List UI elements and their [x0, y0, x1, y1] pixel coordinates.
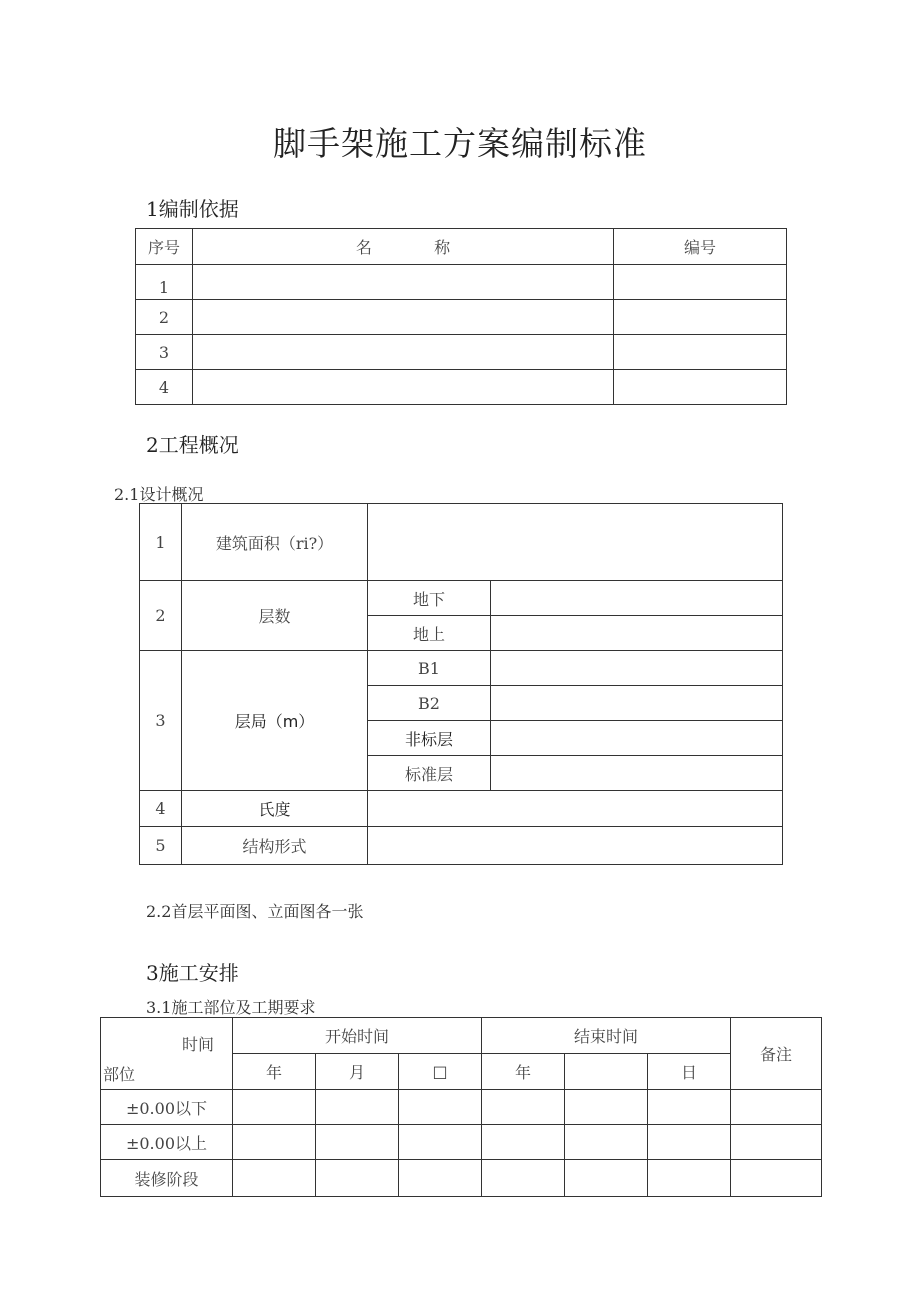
- sub-label: 地下: [368, 581, 491, 616]
- section-2-1-heading: 2.1设计概况: [114, 485, 204, 504]
- cell[interactable]: [482, 1160, 565, 1197]
- cell[interactable]: [565, 1125, 648, 1160]
- table-row: [136, 335, 787, 370]
- cell[interactable]: [648, 1090, 731, 1125]
- basis-table: [135, 228, 787, 405]
- section-1-heading: 1编制依据: [146, 197, 239, 221]
- cell[interactable]: [482, 1090, 565, 1125]
- remark-header: 备注: [731, 1018, 822, 1090]
- end-day-label: 日: [648, 1054, 731, 1090]
- row-code-cell[interactable]: [614, 335, 787, 370]
- row-value[interactable]: [368, 827, 783, 865]
- row-no: 2: [140, 581, 182, 651]
- table-row: [136, 300, 787, 335]
- cell[interactable]: [233, 1090, 316, 1125]
- table-row: [101, 1090, 822, 1125]
- section-3-heading: 3施工安排: [146, 961, 239, 985]
- schedule-table: [100, 1017, 822, 1197]
- header-name: [193, 229, 614, 265]
- row-name-cell[interactable]: [193, 265, 614, 300]
- row-name-cell[interactable]: [193, 300, 614, 335]
- corner-top-label: 时间: [181, 1035, 214, 1054]
- end-time-header: 结束时间: [482, 1018, 731, 1054]
- row-label: 层数: [182, 581, 368, 651]
- row-no: 1: [140, 504, 182, 581]
- corner-header: [101, 1018, 233, 1090]
- cell[interactable]: [565, 1160, 648, 1197]
- row-value[interactable]: [491, 756, 783, 791]
- row-value[interactable]: [368, 791, 783, 827]
- cell[interactable]: [316, 1160, 399, 1197]
- header-name-b: 称: [434, 238, 451, 257]
- end-month-label: [565, 1054, 648, 1090]
- phase-label: ±0.00以下: [101, 1090, 233, 1125]
- page-title: 脚手架施工方案编制标准: [273, 124, 647, 163]
- row-no: 2: [136, 300, 193, 335]
- sub-label: B2: [368, 686, 491, 721]
- cell[interactable]: [731, 1125, 822, 1160]
- row-label: 结构形式: [182, 827, 368, 865]
- row-value[interactable]: [491, 721, 783, 756]
- cell[interactable]: [233, 1125, 316, 1160]
- start-day-label: □: [399, 1054, 482, 1090]
- start-year-label: 年: [233, 1054, 316, 1090]
- row-no: 4: [140, 791, 182, 827]
- row-no: 3: [140, 651, 182, 791]
- start-time-header: 开始时间: [233, 1018, 482, 1054]
- row-name-cell[interactable]: [193, 335, 614, 370]
- row-value[interactable]: [491, 686, 783, 721]
- row-no: 3: [136, 335, 193, 370]
- row-code-cell[interactable]: [614, 265, 787, 300]
- cell[interactable]: [565, 1090, 648, 1125]
- cell[interactable]: [399, 1160, 482, 1197]
- cell[interactable]: [399, 1090, 482, 1125]
- row-label: 建筑面积（ri?）: [182, 504, 368, 581]
- row-label: 氏度: [182, 791, 368, 827]
- end-year-label: 年: [482, 1054, 565, 1090]
- table-row: [136, 265, 787, 300]
- sub-label: 地上: [368, 616, 491, 651]
- cell[interactable]: [316, 1125, 399, 1160]
- cell[interactable]: [316, 1090, 399, 1125]
- row-value[interactable]: [368, 504, 783, 581]
- row-code-cell[interactable]: [614, 370, 787, 405]
- header-code: 编号: [614, 229, 787, 265]
- row-value[interactable]: [491, 616, 783, 651]
- sub-label: B1: [368, 651, 491, 686]
- cell[interactable]: [482, 1125, 565, 1160]
- table-row: [101, 1125, 822, 1160]
- row-label: 层局（m）: [182, 651, 368, 791]
- section-2-heading: 2工程概况: [146, 433, 239, 457]
- row-no: 4: [136, 370, 193, 405]
- section-3-1-heading: 3.1施工部位及工期要求: [146, 998, 316, 1017]
- design-overview-table: [139, 503, 783, 865]
- row-value[interactable]: [491, 581, 783, 616]
- sub-label: 标准层: [368, 756, 491, 791]
- table-row: [101, 1160, 822, 1197]
- cell[interactable]: [399, 1125, 482, 1160]
- start-month-label: 月: [316, 1054, 399, 1090]
- cell[interactable]: [648, 1160, 731, 1197]
- row-no: 1: [136, 265, 193, 300]
- corner-bottom-label: 部位: [103, 1065, 136, 1084]
- sub-label: 非标层: [368, 721, 491, 756]
- cell[interactable]: [731, 1160, 822, 1197]
- cell[interactable]: [731, 1090, 822, 1125]
- section-2-2-heading: 2.2首层平面图、立面图各一张: [146, 902, 364, 921]
- header-no: 序号: [136, 229, 193, 265]
- cell[interactable]: [648, 1125, 731, 1160]
- row-no: 5: [140, 827, 182, 865]
- phase-label: ±0.00以上: [101, 1125, 233, 1160]
- phase-label: 装修阶段: [101, 1160, 233, 1197]
- row-name-cell[interactable]: [193, 370, 614, 405]
- row-value[interactable]: [491, 651, 783, 686]
- row-code-cell[interactable]: [614, 300, 787, 335]
- header-name-a: 名: [355, 238, 372, 257]
- table-row: [136, 370, 787, 405]
- cell[interactable]: [233, 1160, 316, 1197]
